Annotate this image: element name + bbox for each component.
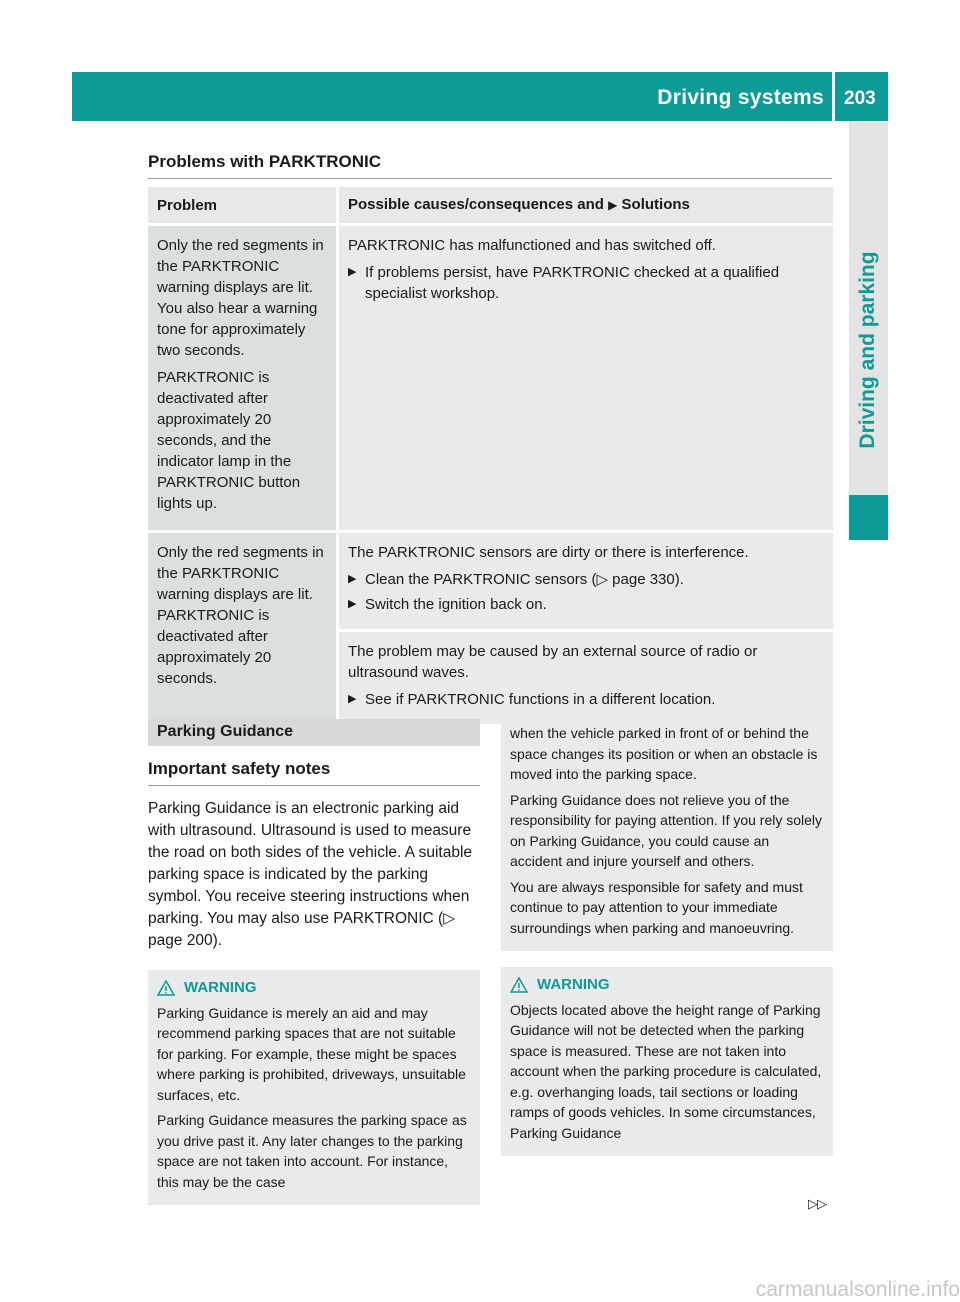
action-step <box>348 262 824 304</box>
table-row <box>148 532 833 631</box>
col-solution-label-a: Possible causes/consequences and <box>348 196 604 213</box>
step-text: If problems persist, have PARKTRONIC checked at a qualified specialist workshop. <box>365 264 780 302</box>
action-arrow-icon: ▶ <box>348 573 357 585</box>
warning-text: Parking Guidance is merely an aid and may recommend parking spaces that are not suitable for parking. For example, these might be spaces where parking is prohibited, driveways, unsuitable surfaces, etc. <box>157 1004 466 1103</box>
watermark: carmanualsonline.info <box>755 1278 960 1301</box>
safety-notes-heading: Important safety notes <box>148 759 480 786</box>
warning-text: Objects located above the height range of Parking Guidance will not be detected when the parking space is measured. These are not taken into account when the parking procedure is calculated, e.g. overhanging loads, tail sections or loading ramps of goods vehicles. In some circumstances, Parking Guidance <box>510 1001 822 1141</box>
solution-arrow-icon: ▶ <box>608 198 618 212</box>
warning-heading <box>157 978 471 999</box>
solution-cell <box>338 631 834 726</box>
problems-table <box>148 187 833 727</box>
action-step <box>348 594 824 615</box>
problem-text: Only the red segments in the PARKTRONIC warning displays are lit. You also hear a warning tone for approximately two seconds. <box>157 237 324 359</box>
warning-text: Parking Guidance does not relieve you of the responsibility for paying attention. If you rely solely on Parking Guidance, you could cause an accident and injure yourself and others. <box>510 791 823 869</box>
side-tab-marker <box>849 495 888 540</box>
action-step <box>348 569 824 590</box>
warning-text: when the vehicle parked in front of or behind the space changes its position or when an obstacle is moved into the parking space. <box>510 725 818 782</box>
problems-title: Problems with PARKTRONIC <box>148 152 832 179</box>
warning-text: You are always responsible for safety and must continue to pay attention to your immediate surroundings when parking and manoeuvring. <box>510 878 803 936</box>
col-solution-label-b: Solutions <box>621 196 690 213</box>
guidance-intro: Parking Guidance is an electronic parking aid with ultrasound. Ultrasound is used to measure the road on both sides of the vehicle. A suitable parking space is indicated by the parking symbol. You receive steering instructions when parking. You may also use PARKTRONIC (▷ page 200). <box>148 800 473 949</box>
step-text: See if PARKTRONIC functions in a different location. <box>365 691 716 708</box>
solution-cell <box>338 532 834 631</box>
page-number: 203 <box>844 88 876 109</box>
problem-cell <box>148 225 338 532</box>
solution-cell <box>338 225 834 532</box>
cause-text: The problem may be caused by an external source of radio or ultrasound waves. <box>348 643 758 681</box>
warning-heading <box>510 975 824 996</box>
action-arrow-icon: ▶ <box>348 266 357 278</box>
action-step <box>348 689 824 710</box>
guidance-title: Parking Guidance <box>148 719 480 746</box>
warning-text: Parking Guidance measures the parking space as you drive past it. Any later changes to the parking space are not taken into account. For instance, this may be the case <box>157 1112 467 1190</box>
side-tab-label: Driving and parking <box>856 251 879 449</box>
cause-text: PARKTRONIC has malfunctioned and has switched off. <box>348 237 716 254</box>
action-arrow-icon: ▶ <box>348 693 357 705</box>
section-title: Driving systems <box>657 86 824 109</box>
warning-label: WARNING <box>537 976 610 993</box>
left-column <box>148 719 480 1205</box>
header-bar <box>72 72 888 121</box>
continued-icon: ▷▷ <box>808 1196 826 1211</box>
table-header-row <box>148 187 833 225</box>
problem-text: Only the red segments in the PARKTRONIC warning displays are lit. PARKTRONIC is deactivated after approximately 20 seconds. <box>157 544 324 687</box>
problem-cell <box>148 532 338 726</box>
warning-box-continued <box>501 719 833 951</box>
cause-text: The PARKTRONIC sensors are dirty or there is interference. <box>348 544 749 561</box>
step-text: Switch the ignition back on. <box>365 596 547 613</box>
problem-text: PARKTRONIC is deactivated after approximately 20 seconds, and the indicator lamp in the PARKTRONIC button lights up. <box>157 369 301 512</box>
warning-label: WARNING <box>184 979 257 996</box>
warning-triangle-icon <box>157 980 175 996</box>
step-text: Clean the PARKTRONIC sensors (▷ page 330). <box>365 571 684 588</box>
warning-triangle-icon <box>510 977 528 993</box>
warning-box <box>148 970 480 1205</box>
col-solution-header <box>338 187 834 225</box>
col-problem-header: Problem <box>148 187 338 225</box>
table-row <box>148 225 833 532</box>
right-column <box>501 719 833 1156</box>
action-arrow-icon: ▶ <box>348 598 357 610</box>
warning-box <box>501 967 833 1156</box>
header-divider <box>832 72 835 121</box>
